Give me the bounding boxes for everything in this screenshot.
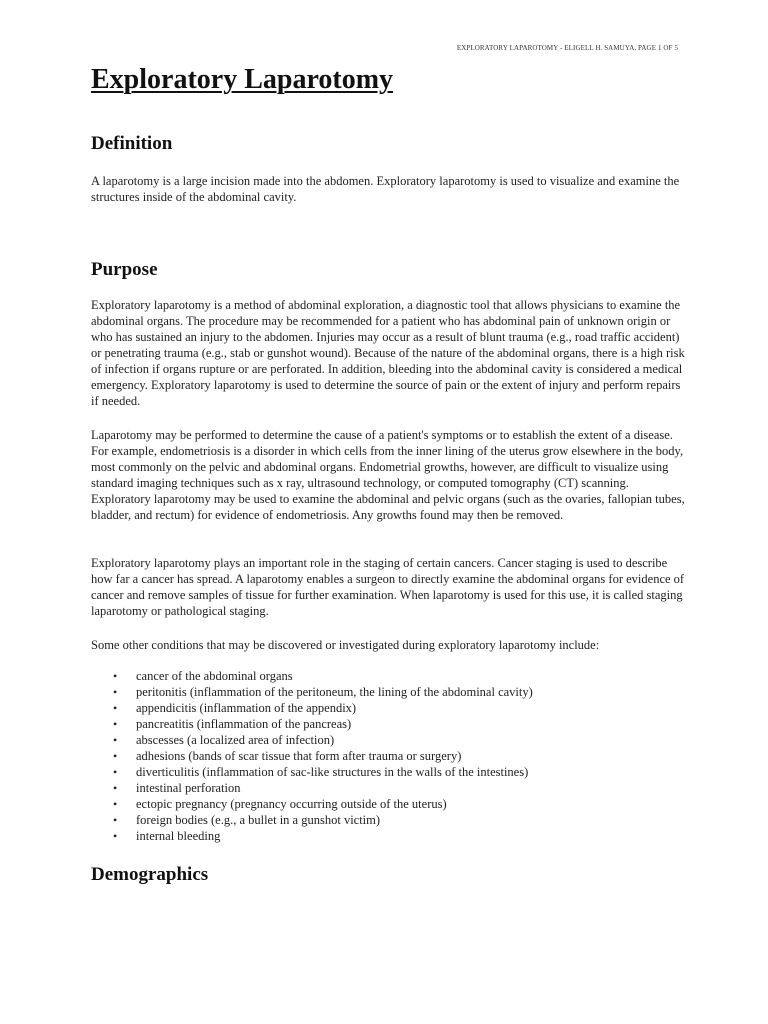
list-item [91,700,688,716]
bullet-icon: • [113,765,118,779]
list-item-text: adhesions (bands of scar tissue that form after trauma or surgery) [136,749,462,763]
purpose-paragraph-2: Laparotomy may be performed to determine the cause of a patient's symptoms or to establish the extent of a disease. For example, endometriosis is a disorder in which cells from the inner lining of the uterus grow elsewhere in the body, most commonly on the pelvic and abdominal organs. Endometrial growths, however, are difficult to visualize using standard imaging techniques such as x ray, ultrasound technology, or computed tomography (CT) scanning. Exploratory laparotomy may be used to examine the abdominal and pelvic organs (such as the ovaries, fallopian tubes, bladder, and rectum) for evidence of endometriosis. Any growths found may then be removed. [91,428,685,522]
list-item-text: ectopic pregnancy (pregnancy occurring outside of the uterus) [136,797,447,811]
bullet-icon: • [113,813,118,827]
list-item [91,764,688,780]
list-item-text: diverticulitis (inflammation of sac-like structures in the walls of the intestines) [136,765,529,779]
list-item-text: foreign bodies (e.g., a bullet in a gunshot victim) [136,813,381,827]
conditions-list [91,668,688,844]
bullet-icon: • [113,701,118,715]
bullet-icon: • [113,749,118,763]
bullet-icon: • [113,669,118,683]
list-item [91,668,688,684]
bullet-icon: • [113,829,118,843]
definition-paragraph: A laparotomy is a large incision made into the abdomen. Exploratory laparotomy is used to visualize and examine the structures inside of the abdominal cavity. [91,174,680,204]
list-item-text: intestinal perforation [136,781,241,795]
bullet-icon: • [113,781,118,795]
purpose-paragraph-3: Exploratory laparotomy plays an important role in the staging of certain cancers. Cancer staging is used to describe how far a cancer has spread. A laparotomy enables a surgeon to directly examine the abdominal organs for evidence of cancer and remove samples of tissue for further examination. When laparotomy is used for this use, it is called staging laparotomy or pathological staging. [91,556,685,618]
list-item [91,780,688,796]
list-item-text: peritonitis (inflammation of the peritoneum, the lining of the abdominal cavity) [136,685,533,699]
bullet-icon: • [113,685,118,699]
list-item [91,732,688,748]
list-item [91,828,688,844]
list-item-text: abscesses (a localized area of infection) [136,733,335,747]
bullet-icon: • [113,797,118,811]
list-item [91,812,688,828]
list-item-text: appendicitis (inflammation of the appendix) [136,701,357,715]
heading-definition: Definition [91,133,173,154]
purpose-paragraph-1: Exploratory laparotomy is a method of abdominal exploration, a diagnostic tool that allows physicians to examine the abdominal organs. The procedure may be recommended for a patient who has abdominal pain of unknown origin or who has sustained an injury to the abdomen. Injuries may occur as a result of blunt trauma (e.g., road traffic accident) or penetrating trauma (e.g., stab or gunshot wound). Because of the nature of the abdominal organs, there is a high risk of infection if organs rupture or are perforated. In addition, bleeding into the abdominal cavity is considered a medical emergency. Exploratory laparotomy is used to determine the source of pain or the extent of injury and perform repairs if needed. [91,298,685,408]
heading-purpose: Purpose [91,259,158,280]
list-item-text: pancreatitis (inflammation of the pancreas) [136,717,352,731]
list-item [91,796,688,812]
list-item [91,684,688,700]
bullet-icon: • [113,733,118,747]
list-item-text: cancer of the abdominal organs [136,669,293,683]
heading-demographics: Demographics [91,864,209,885]
list-item [91,716,688,732]
bullet-icon: • [113,717,118,731]
purpose-paragraph-4: Some other conditions that may be discovered or investigated during exploratory laparotomy include: [91,638,600,652]
list-item [91,748,688,764]
running-header: EXPLORATORY LAPAROTOMY - ELIGELL H. SAMUYA, PAGE 1 OF 5 [456,44,678,52]
list-item-text: internal bleeding [136,829,221,843]
page-title: Exploratory Laparotomy [91,64,394,95]
